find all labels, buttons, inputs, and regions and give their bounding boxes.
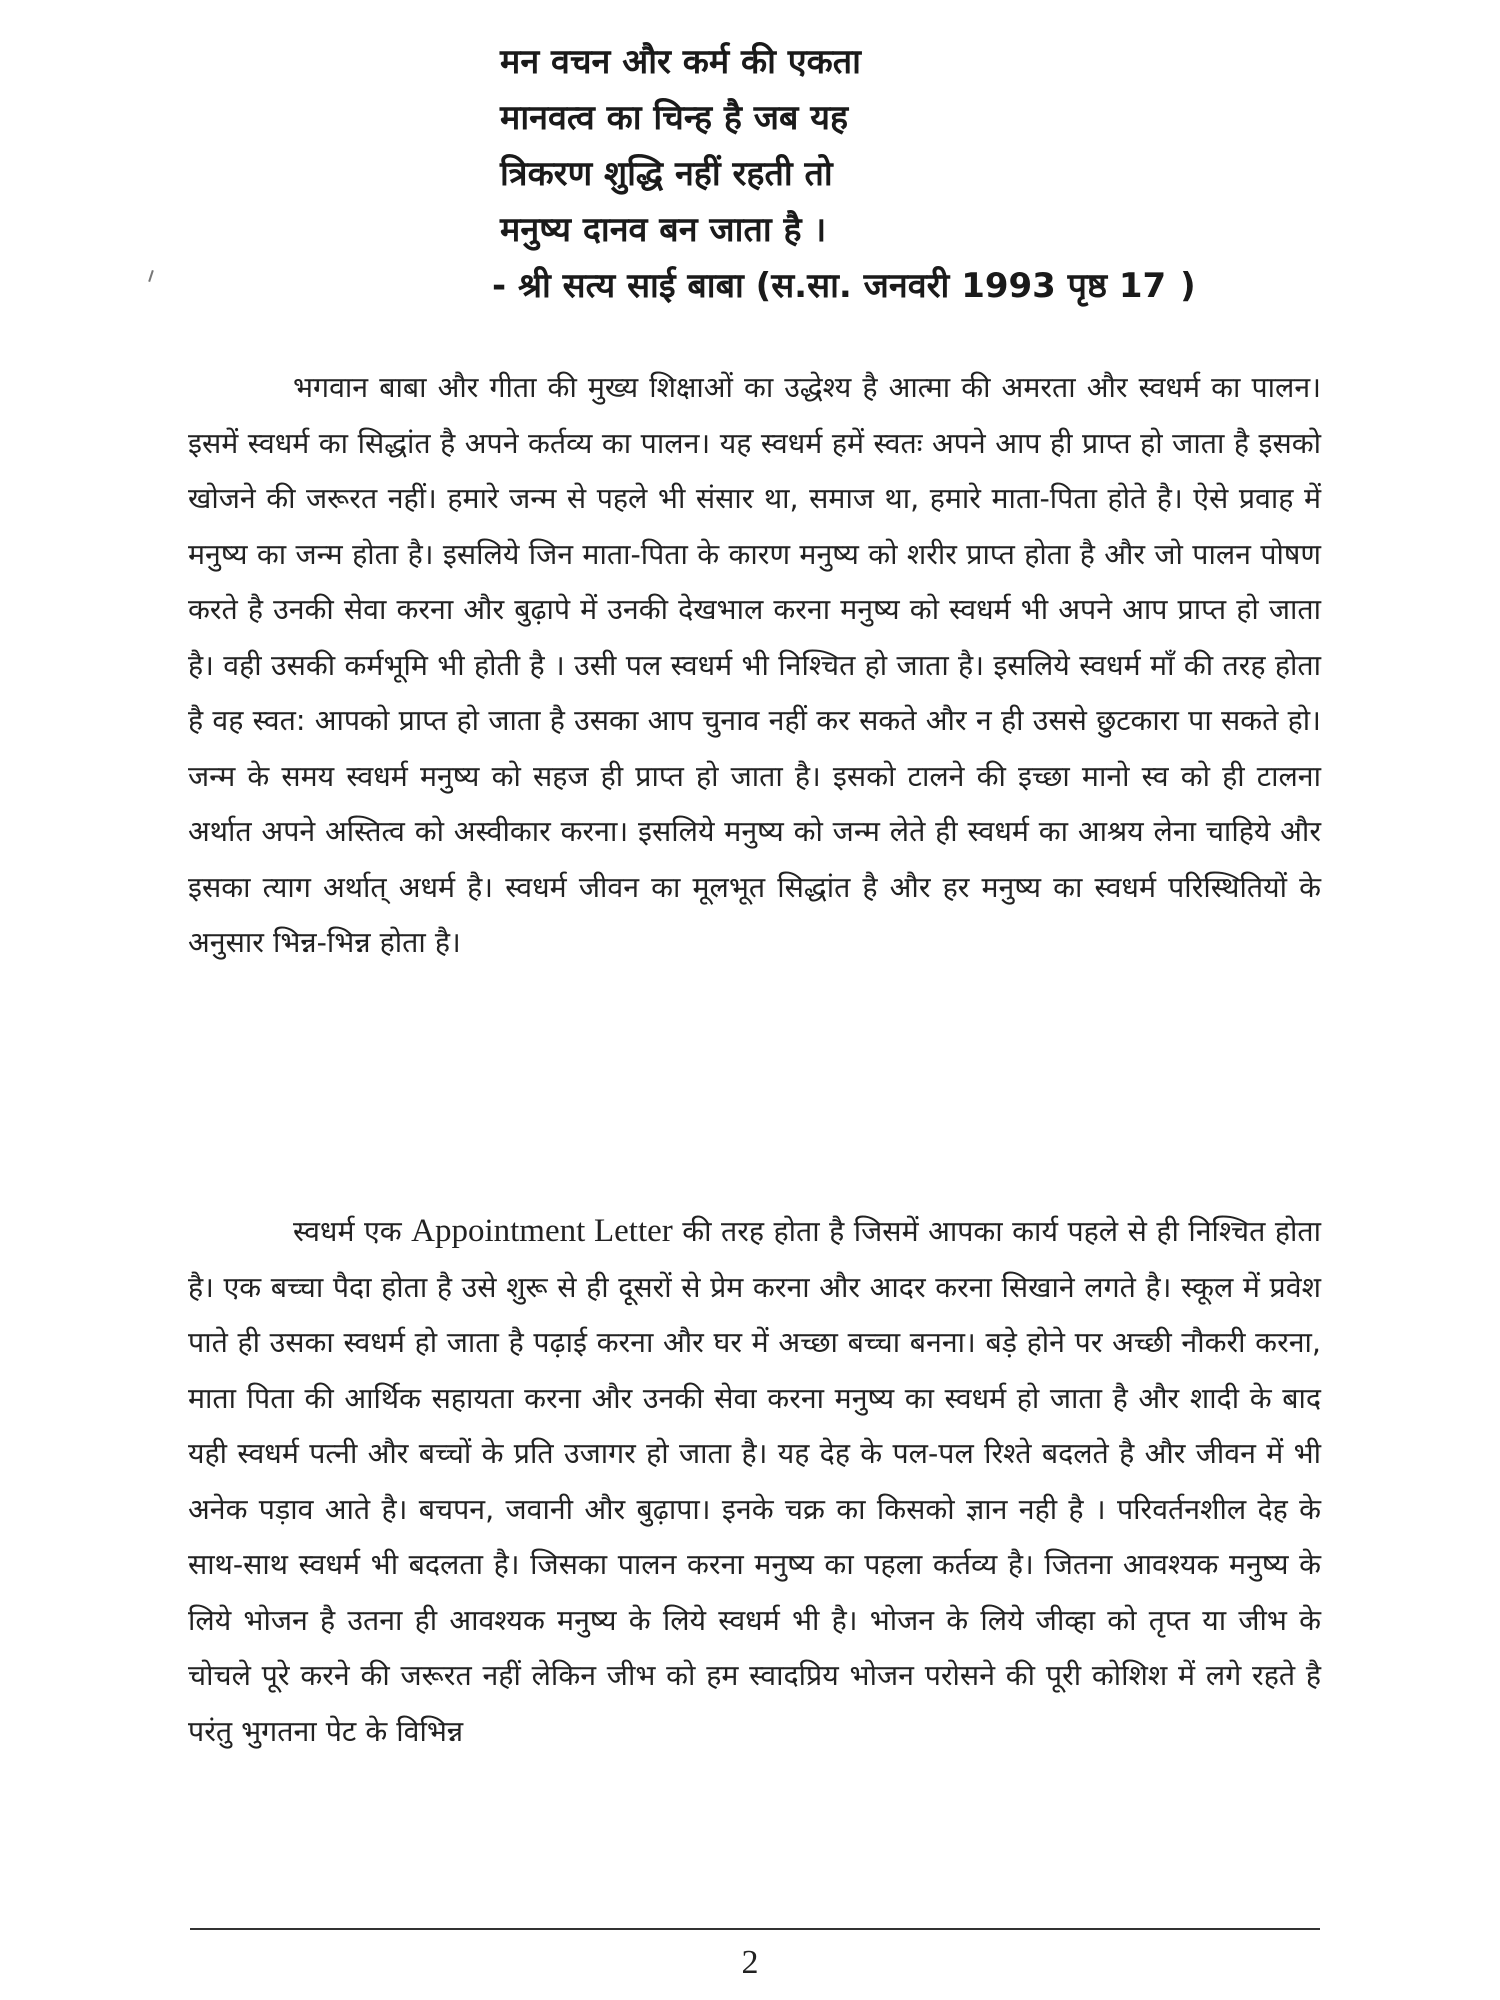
stray-ink-mark (148, 270, 154, 282)
paragraph2-rest: की तरह होता है जिसमें आपका कार्य पहले से ही निश्चित होता है। एक बच्चा पैदा होता है उसे शुरू से ही दूसरों से प्रेम करना और आदर करना सिखाने लगते है। स्कूल में प्रवेश पाते ही उसका स्वधर्म हो जाता है पढ़ाई करना और घर में अच्छा बच्चा बनना। बड़े होने पर अच्छी नौकरी करना, माता पिता की आर्थिक सहायता करना और उनकी सेवा करना मनुष्य का स्वधर्म हो जाता है और शादी के बाद यही स्वधर्म पत्नी और बच्चों के प्रति उजागर हो जाता है। यह देह के पल-पल रिश्ते बदलते है और जीवन में भी अनेक पड़ाव आते है। बचपन, जवानी और बुढ़ापा। इनके चक्र का किसको ज्ञान नही है । परिवर्तनशील देह के साथ-साथ स्वधर्म भी बदलता है। जिसका पालन करना मनुष्य का पहला कर्तव्य है। जितना आवश्यक मनुष्य के लिये भोजन है उतना ही आवश्यक मनुष्य के लिये स्वधर्म भी है। भोजन के लिये जीव्हा को तृप्त या जीभ के चोचले पूरे करने की जरूरत नहीं लेकिन जीभ को हम स्वादप्रिय भोजन परोसने की पूरी कोशिश में लगे रहते है परंतु भुगतना पेट के विभिन्न (188, 1215, 1322, 1748)
quote-line-1: मन वचन और कर्म की एकता (500, 42, 861, 82)
footer-rule (190, 1928, 1320, 1930)
body-paragraph-1: भगवान बाबा और गीता की मुख्य शिक्षाओं का उद्धेश्य है आत्मा की अमरता और स्वधर्म का पालन। इसमें स्वधर्म का सिद्धांत है अपने कर्तव्य का पालन। यह स्वधर्म हमें स्वतः अपने आप ही प्राप्त हो जाता है इसको खोजने की जरूरत नहीं। हमारे जन्म से पहले भी संसार था, समाज था, हमारे माता-पिता होते है। ऐसे प्रवाह में मनुष्य का जन्म होता है। इसलिये जिन माता-पिता के कारण मनुष्य को शरीर प्राप्त होता है और जो पालन पोषण करते है उनकी सेवा करना और बुढ़ापे में उनकी देखभाल करना मनुष्य को स्वधर्म भी अपने आप प्राप्त हो जाता है। वही उसकी कर्मभूमि भी होती है । उसी पल स्वधर्म भी निश्चित हो जाता है। इसलिये स्वधर्म माँ की तरह होता है वह स्वत: आपको प्राप्त हो जाता है उसका आप चुनाव नहीं कर सकते और न ही उससे छुटकारा पा सकते हो। जन्म के समय स्वधर्म मनुष्य को सहज ही प्राप्त हो जाता है। इसको टालने की इच्छा मानो स्व को ही टालना अर्थात अपने अस्तित्व को अस्वीकार करना। इसलिये मनुष्य को जन्म लेते ही स्वधर्म का आश्रय लेना चाहिये और इसका त्याग अर्थात् अधर्म है। स्वधर्म जीवन का मूलभूत सिद्धांत है और हर मनुष्य का स्वधर्म परिस्थितियों के अनुसार भिन्न-भिन्न होता है। (188, 371, 1321, 959)
paragraph2-lead: स्वधर्म एक (293, 1215, 402, 1248)
quote-line-3: त्रिकरण शुद्धि नहीं रहती तो (500, 154, 833, 194)
quote-line-4: मनुष्य दानव बन जाता है । (500, 210, 827, 250)
epigraph-quote (492, 34, 1400, 314)
attribution-close-paren: ) (1180, 266, 1196, 306)
body-paragraph-2 (188, 1204, 1321, 1759)
paragraph2-english-term: Appointment Letter (411, 1213, 673, 1249)
page-number: 2 (741, 1944, 759, 1981)
attribution-text: - श्री सत्य साई बाबा (स.सा. जनवरी 1993 पृष्ठ 17 (492, 266, 1167, 306)
quote-attribution (492, 258, 1400, 314)
quote-line-2: मानवत्व का चिन्ह है जब यह (500, 98, 849, 138)
